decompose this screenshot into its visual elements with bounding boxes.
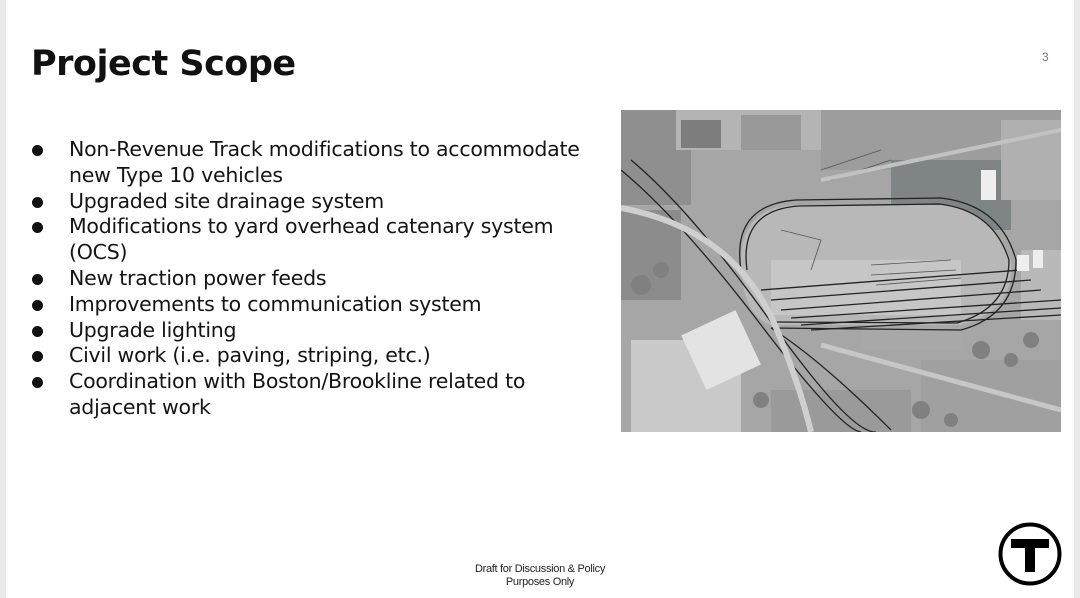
- bullet-item: Civil work (i.e. paving, striping, etc.): [30, 343, 605, 369]
- aerial-site-plan-image: [621, 110, 1061, 432]
- bullet-item: Upgrade lighting: [30, 318, 605, 344]
- bullet-item: Coordination with Boston/Brookline related to adjacent work: [30, 369, 605, 421]
- footer-line: Draft for Discussion & Policy: [474, 563, 606, 575]
- footer-line: Purposes Only: [505, 576, 575, 588]
- scope-bullet-list: [30, 137, 605, 421]
- slide: [6, 0, 1074, 598]
- bullet-item: Upgraded site drainage system: [30, 189, 605, 215]
- page-number: 3: [1042, 50, 1049, 64]
- footer-disclaimer: [440, 563, 640, 589]
- bullet-item: Modifications to yard overhead catenary system (OCS): [30, 214, 605, 266]
- mbta-t-logo: [998, 522, 1062, 586]
- bullet-item: Improvements to communication system: [30, 292, 605, 318]
- bullet-item: Non-Revenue Track modifications to accommodate new Type 10 vehicles: [30, 137, 605, 189]
- bullet-item: New traction power feeds: [30, 266, 605, 292]
- slide-title: Project Scope: [31, 44, 296, 84]
